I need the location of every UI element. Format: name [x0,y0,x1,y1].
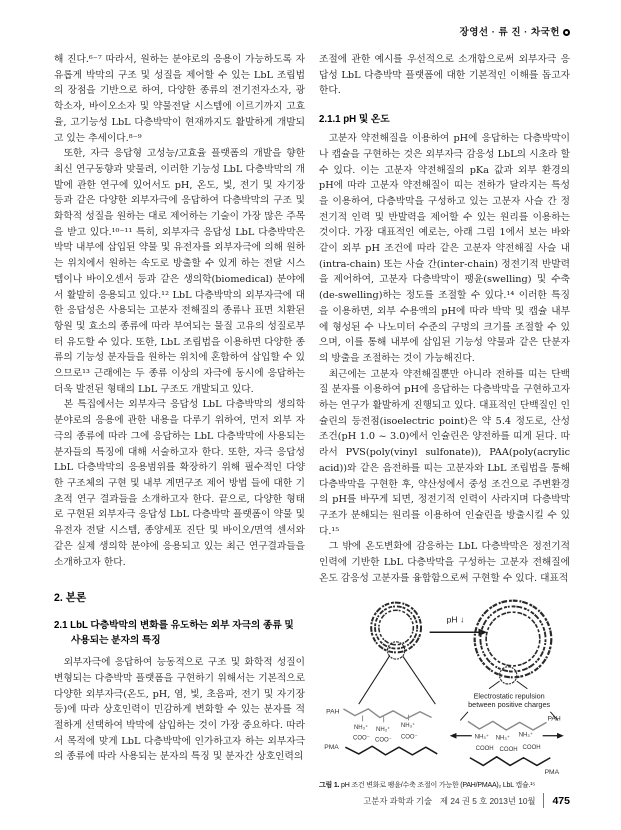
pma-label: PMA [544,768,560,775]
section-heading: 2. 본론 [54,592,87,605]
zoom-line [403,656,436,704]
zoom-line [489,681,500,689]
cooh-label: COOH [499,746,518,753]
subsection-heading: 2.1 LbL 다층박막의 변화를 유도하는 외부 자극의 종류 및 사용되는 분자의 특징 [54,620,294,646]
cooh-label: COOH [475,745,494,752]
two-column-body [54,52,570,790]
body-paragraph: 최근에는 고분자 약전해질뿐만 아니라 전하를 띠는 단백질 분자를 이용하여 pH에 응답하는 다층박막을 구현하고자 하는 연구가 활발하게 진행되고 있다. 대표적인 단백질인 인슐린의 등전점(isoelectric point)은 약 5.4 정도로, 산성 조건(pH 1.0 ~ 3.0)에서 인슐린은 양전하를 띠게 된다. 따라서 PVS(poly(vinyl sulfonate)), PAA(poly(acrylic acid))와 같은 음전하를 띠는 고분자와 LbL 조립법을 통해 다층박막을 구현한 후, 약산성에서 중성 조건으로 주변환경의 pH를 바꾸게 되면, 정전기적 인력이 사라지며 다층박막 구조가 분해되는 원리를 이용하여 인슐린을 방출시킬 수 있다.¹⁵ [319,368,570,537]
footer-page-number: 475 [552,794,570,807]
nh3-label: NH₃⁺ [518,732,534,739]
figure-1-illustration [319,593,569,775]
ph-arrow [430,614,487,635]
footer-issue-info: 제 24 권 5 호 2013년 10월 [440,795,536,806]
figure-caption-text: pH 조건 변화로 팽윤/수축 조절이 가능한 (PAH/PMAA)₂ LbL 캡슐.¹⁵ [339,781,536,789]
figure-1 [319,593,570,790]
body-paragraph: 그 밖에 온도변화에 감응하는 LbL 다층박막은 정전기적 인력에 기반한 LbL 다층박막을 구성하는 고분자 전해질에 온도 감응성 고분자를 융합함으로써 구현할 수 있다. 대표적 [319,541,570,584]
right-chain-detail [450,715,564,775]
capsule-small [366,597,425,658]
footer-divider [543,793,544,808]
left-chain-detail [324,708,437,754]
body-paragraph: 외부자극에 응답하여 능동적으로 구조 및 화학적 성질이 변형되는 다층박막 플랫폼을 구현하기 위해서는 기본적으로 다양한 외부자극(온도, pH, 염, 빛, 초음파, 전기 및 자기장 등)에 따라 상호인력이 민감하게 변화할 수 있는 분자를 적절하게 선택하여 박막에 삽입하는 것이 가장 중요하다. 따라서 목적에 맞게 LbL 다층박막에 인가하고자 하는 외부자극의 종류에 따라 사용되는 분자의 특징 및 분자간 상호인력의 [54,657,305,763]
footer-journal-name: 고분자 과학과 기술 [363,795,433,806]
right-column [319,52,570,790]
coo-label: COO⁻ [400,734,418,741]
nh3-label: NH₃⁺ [474,734,489,741]
pah-label: PAH [326,708,340,716]
body-paragraph: 해 진다.⁶⁻⁷ 따라서, 원하는 분야로의 응용이 가능하도록 자유롭게 박막의 구조 및 성질을 제어할 수 있는 LbL 조립법의 장점을 기반으로 하여, 다양한 종류의 전기전자소자, 광학소자, 바이오소자 및 약물전달 시스템에 이르기까지 고효율, 고기능성 LbL 다층박막이 현재까지도 활발하게 개발되고 있는 추세이다.⁸⁻⁹ [54,54,305,144]
page-header [54,24,570,38]
body-paragraph: 또한, 자극 응답형 고성능/고효율 플랫폼의 개발을 향한 최신 연구동향과 맞물려, 이러한 기능성 LbL 다층박막의 개발에 관한 연구에 있어서도 pH, 온도, 빛, 전기 및 자기장 등과 같은 다양한 외부자극에 응답하여 다층박막의 구조 및 화학적 성질을 원하는 대로 제어하는 기술이 가장 많은 주목을 받고 있다.¹⁰⁻¹¹ 특히, 외부자극 응답성 LbL 다층박막은 박막 내부에 삽입된 약물 및 유전자를 외부자극에 의해 원하는 위치에서 원하는 속도로 방출할 수 있게 하는 전달 시스템이나 바이오센서 등과 같은 생의학(biomedical) 분야에서 활발히 응용되고 있다.¹² LbL 다층박막의 외부자극에 대한 응답성은 사용되는 고분자 전해질의 종류나 표면 치환된 항원 및 효소의 종류에 따라 부여되는 물질 고유의 성질로부터 유도할 수 있다. 또한, LbL 조립법을 이용하면 다양한 종류의 기능성 분자들을 원하는 위치에 혼합하여 삽입할 수 있으므로¹³ 근래에는 두 종류 이상의 자극에 동시에 응답하는 더욱 발전된 형태의 LbL 구조도 개발되고 있다. [54,148,305,395]
page-footer [54,793,570,808]
capsule-large [468,593,559,684]
nh3-label: NH₃⁺ [495,735,511,742]
zoom-line [517,681,528,689]
arrowhead-icon [450,732,457,738]
left-column [54,52,305,790]
zoom-line [460,711,468,720]
body-paragraph: 조절에 관한 예시를 우선적으로 소개함으로써 외부자극 응답성 LbL 다층박막 플랫폼에 대한 기본적인 이해를 돕고자 한다. [319,54,570,97]
cooh-label: COOH [522,744,541,751]
body-paragraph: 고분자 약전해질을 이용하여 pH에 응답하는 다층박막이나 캡슐을 구현하는 것은 외부자극 감응성 LbL의 시초라 할 수 있다. 이는 고분자 약전해질의 pKa 값과 외부 환경의 pH에 따라 고분자 약전해질이 띠는 전하가 달라지는 특성을 이용하여, 다층박막을 구성하고 있는 고분자 사슬 간 정전기적 인력 및 반발력을 제어할 수 있는 원리를 이용하는 것이다. 가장 대표적인 예로는, 아래 그림 1에서 보는 바와 같이 외부 pH 조건에 따라 같은 고분자 약전해질 사슬 내(intra-chain) 또는 사슬 간(inter-chain) 정전기적 반발력을 제어하여, 고분자 다층박막이 팽윤(swelling) 및 수축(de-swelling)하는 정도를 조절할 수 있다.¹⁴ 이러한 특징을 이용하면, 외부 수용액의 pH에 따라 박막 및 캡슐 내부에 형성된 수 나노미터 수준의 구멍의 크기를 조절할 수 있으며, 이를 통해 내부에 삽입된 기능성 약물과 같은 단분자의 방출을 조절하는 것이 가능해진다. [319,133,570,364]
body-paragraph: 본 특집에서는 외부자극 응답성 LbL 다층박막의 생의학 분야로의 응용에 관한 내용을 다루기 위하여, 먼저 외부 자극의 종류에 따라 그에 응답하는 LbL 다층박막에 사용되는 분자들의 특징에 대해 서술하고자 한다. 또한, 자극 응답성 LbL 다층박막의 응용범위를 확장하기 위해 필수적인 다양한 구조체의 구현 및 내부 계면구조 제어 방법 들에 대한 기초적 연구 결과들을 소개하고자 한다. 끝으로, 다양한 형태로 구현된 외부자극 응답성 LbL 다층박막 플랫폼이 약물 및 유전자 전달 시스템, 종양세포 진단 및 바이오/면역 센서와 같은 실제 생의학 분야에 응용되고 있는 최근 연구결과들을 소개하고자 한다. [54,399,305,568]
pma-label: PMA [324,743,339,751]
nh3-label: NH₃⁺ [353,724,369,731]
figure-caption [319,780,570,790]
ph-arrow-label: pH ↓ [446,614,465,625]
coo-label: COO⁻ [375,736,392,743]
figure-caption-label: 그림 1. [319,781,340,789]
pah-label: PAH [547,714,561,722]
author-names: 장영선 · 류 진 · 차국헌 [459,27,560,38]
nh3-label: NH₃⁺ [375,726,391,733]
subsubsection-heading: 2.1.1 pH 및 온도 [319,114,390,126]
repulsion-caption-line2: between positive charges [468,699,551,709]
arrowhead-icon [557,732,564,738]
nh3-label: NH₃⁺ [400,722,416,729]
repulsion-caption-line1: Electrostatic repulsion [473,690,545,700]
zoom-line [359,656,390,704]
coo-label: COO⁻ [353,735,370,742]
corresponding-author-icon [563,29,570,36]
